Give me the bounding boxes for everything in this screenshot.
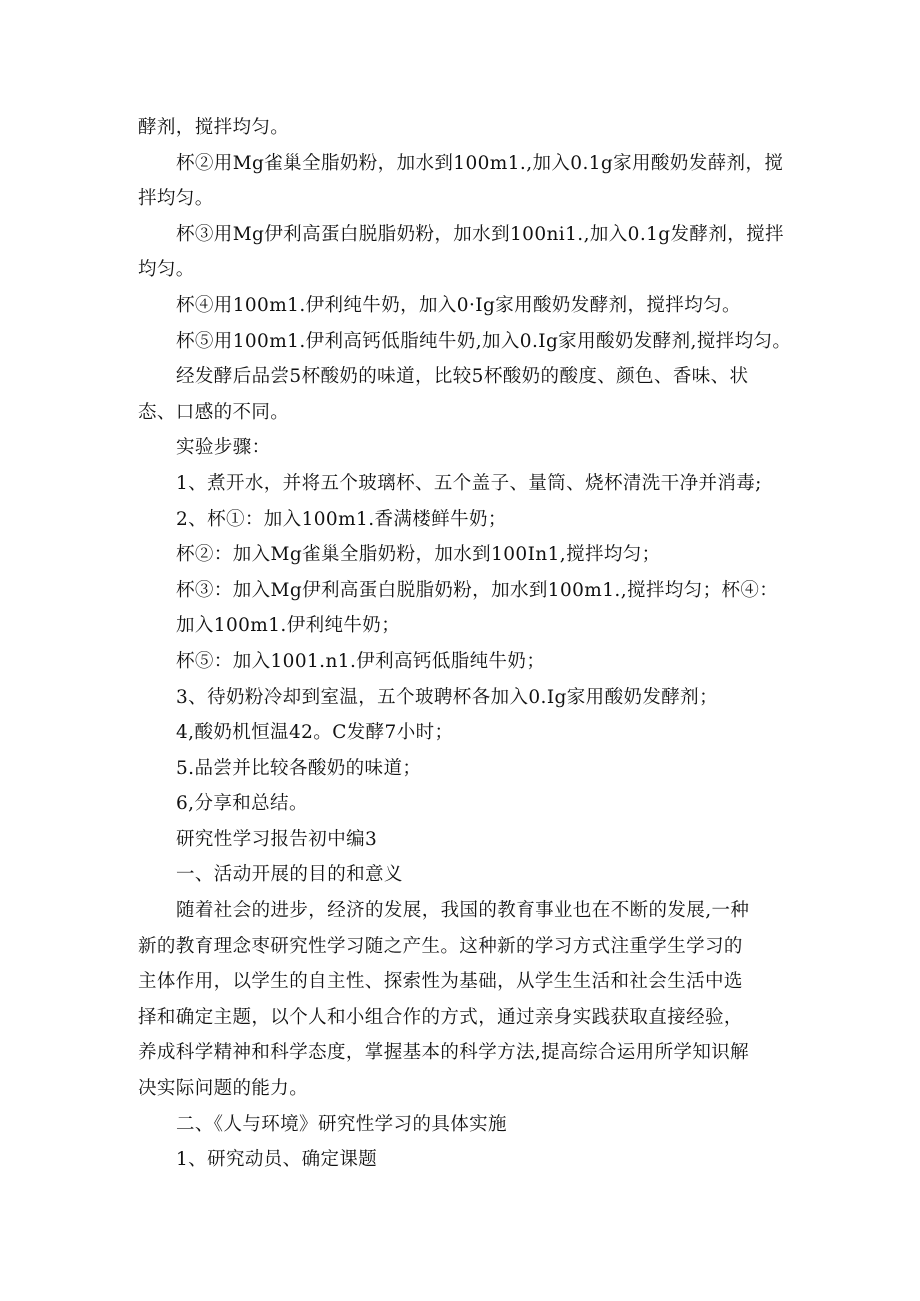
- text-line: 4,酸奶机恒温42。C发酵7小时；: [176, 722, 454, 744]
- text-line: 3、待奶粉冷却到室温，五个玻聘杯各加入0.Ig家用酸奶发酵剂；: [176, 686, 718, 708]
- text-line: 养成科学精神和科学态度，掌握基本的科学方法,提高综合运用所学知识解: [138, 1042, 750, 1064]
- text-line: 拌均匀。: [138, 188, 214, 210]
- document-body: [138, 110, 798, 1178]
- text-line: 1、研究动员、确定课题: [176, 1149, 378, 1171]
- text-line: 均匀。: [138, 259, 195, 281]
- text-line: 实验步骤：: [176, 437, 271, 459]
- text-line: 杯②：加入Mg雀巢全脂奶粉，加水到100In1,搅拌均匀；: [176, 544, 661, 566]
- text-line: 杯③：加入Mg伊利高蛋白脱脂奶粉，加水到100m1.,搅拌均匀；杯④：: [176, 579, 779, 601]
- text-line: 择和确定主题，以个人和小组合作的方式，通过亲身实践获取直接经验，: [138, 1006, 743, 1028]
- text-line: 新的教育理念枣研究性学习随之产生。这种新的学习方式注重学生学习的: [138, 935, 743, 957]
- text-line: 杯⑤：加入1001.n1.伊利高钙低脂纯牛奶；: [176, 650, 546, 672]
- text-line: 杯③用Mg伊利高蛋白脱脂奶粉，加水到100ni1.,加入0.1g发酵剂，搅拌: [176, 223, 784, 245]
- text-line: 决实际问题的能力。: [138, 1078, 309, 1100]
- text-line: 5.品尝并比较各酸奶的味道；: [176, 757, 422, 779]
- text-line: 态、口感的不同。: [138, 401, 290, 423]
- text-line: 6,分享和总结。: [176, 793, 308, 815]
- text-line: 酵剂，搅拌均匀。: [138, 117, 290, 138]
- text-line: 1、煮开水，并将五个玻璃杯、五个盖子、量筒、烧杯清洗干净并消毒;: [176, 472, 762, 494]
- text-line: 杯④用100m1.伊利纯牛奶，加入0·Ig家用酸奶发酵剂，搅拌均匀。: [176, 294, 741, 316]
- text-line: 一、活动开展的目的和意义: [176, 864, 403, 886]
- text-line: 二、《人与环境》研究性学习的具体实施: [176, 1113, 507, 1135]
- text-line: 2、杯①：加入100m1.香满楼鲜牛奶；: [176, 508, 507, 530]
- text-line: 杯②用Mg雀巢全脂奶粉，加水到100m1.,加入0.1g家用酸奶发薛剂，搅: [176, 152, 784, 174]
- text-line: 随着社会的进步，经济的发展，我国的教育事业也在不断的发展,一种: [176, 900, 750, 922]
- text-line: 杯⑤用100m1.伊利高钙低脂纯牛奶,加入0.Ig家用酸奶发酵剂,搅拌均匀。: [176, 330, 792, 352]
- text-line: 主体作用，以学生的自主性、探索性为基础，从学生生活和社会生活中选: [138, 971, 743, 993]
- text-line: 研究性学习报告初中编3: [176, 828, 378, 850]
- text-line: 经发酵后品尝5杯酸奶的味道，比较5杯酸奶的酸度、颜色、香味、状: [176, 366, 749, 388]
- text-line: 加入100m1.伊利纯牛奶；: [176, 615, 401, 637]
